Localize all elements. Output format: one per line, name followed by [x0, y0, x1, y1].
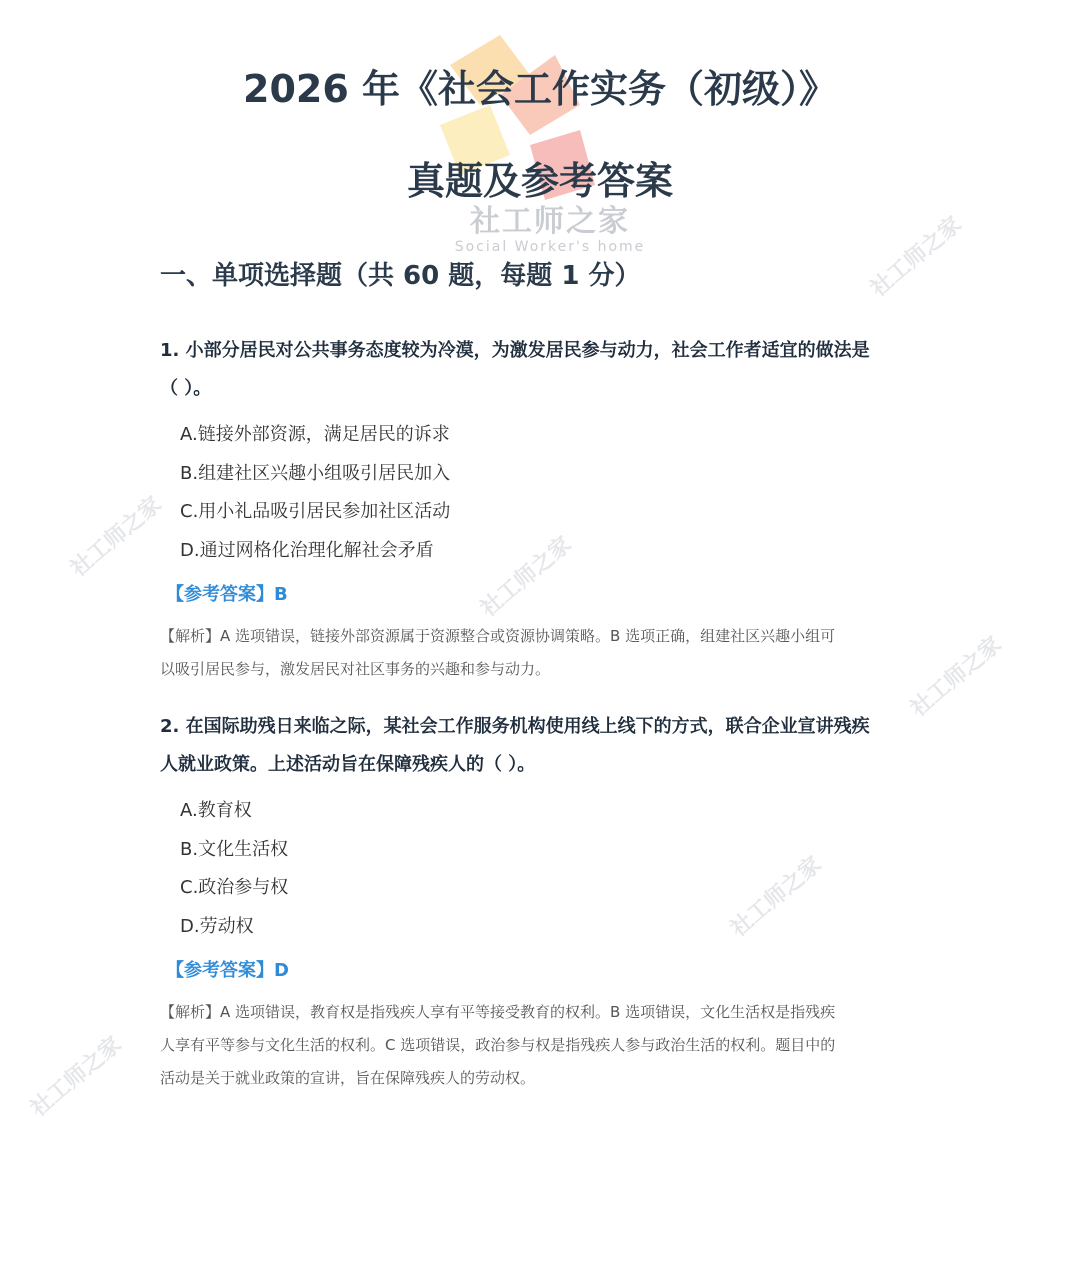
- document-title-line2: 真题及参考答案: [406, 159, 673, 203]
- option-list: [160, 416, 930, 570]
- watermark-text: 社工师之家: [726, 852, 827, 942]
- option-d: D.通过网格化治理化解社会矛盾: [180, 539, 434, 561]
- watermark-text: 社工师之家: [906, 632, 1007, 722]
- question-stem-line: 2. 在国际助残日来临之际，某社会工作服务机构使用线上线下的方式，联合企业宣讲残疾: [160, 716, 870, 737]
- answer-analysis: [160, 996, 930, 1095]
- option-c: C.用小礼品吸引居民参加社区活动: [180, 501, 451, 522]
- option-c: C.政治参与权: [180, 877, 289, 898]
- analysis-line: 以吸引居民参与，激发居民对社区事务的兴趣和参与动力。: [160, 660, 551, 678]
- option-a: A.链接外部资源，满足居民的诉求: [180, 424, 450, 445]
- answer-analysis: [160, 620, 930, 686]
- brand-name-cn: 社工师之家: [470, 204, 630, 239]
- question-stem: [160, 708, 930, 784]
- option-d: D.劳动权: [180, 915, 254, 937]
- question-1: [160, 332, 930, 686]
- question-stem-line: 1. 小部分居民对公共事务态度较为冷漠，为激发居民参与动力，社会工作者适宜的做法是: [160, 340, 870, 361]
- option-b: B.文化生活权: [180, 838, 289, 860]
- watermark-text: 社工师之家: [66, 492, 167, 582]
- question-stem: [160, 332, 930, 408]
- option-list: [160, 792, 930, 946]
- document-title-line1: 2026 年《社会工作实务（初级）》: [243, 67, 837, 111]
- question-2: [160, 708, 930, 1095]
- brand-watermark: [440, 205, 660, 255]
- analysis-line: 【解析】A 选项错误，教育权是指残疾人享有平等接受教育的权利。B 选项错误，文化生活权是指残疾: [160, 1003, 836, 1021]
- reference-answer: 【参考答案】B: [166, 584, 288, 605]
- question-stem-line: （ ）。: [160, 378, 212, 399]
- option-b: B.组建社区兴趣小组吸引居民加入: [180, 462, 451, 484]
- analysis-line: 【解析】A 选项错误，链接外部资源属于资源整合或资源协调策略。B 选项正确，组建社区兴趣小组可: [160, 627, 836, 645]
- analysis-line: 活动是关于就业政策的宣讲，旨在保障残疾人的劳动权。: [160, 1069, 536, 1087]
- analysis-line: 人享有平等参与文化生活的权利。C 选项错误，政治参与权是指残疾人参与政治生活的权利。题目中的: [160, 1036, 836, 1054]
- reference-answer: 【参考答案】D: [166, 960, 289, 981]
- watermark-text: 社工师之家: [866, 212, 967, 302]
- watermark-text: 社工师之家: [476, 532, 577, 622]
- watermark-text: 社工师之家: [26, 1032, 127, 1122]
- section-heading: 一、单项选择题（共 60 题，每题 1 分）: [160, 261, 641, 291]
- question-stem-line: 人就业政策。上述活动旨在保障残疾人的（ ）。: [160, 754, 536, 775]
- option-a: A.教育权: [180, 800, 252, 821]
- brand-name-en: Social Worker's home: [454, 239, 646, 255]
